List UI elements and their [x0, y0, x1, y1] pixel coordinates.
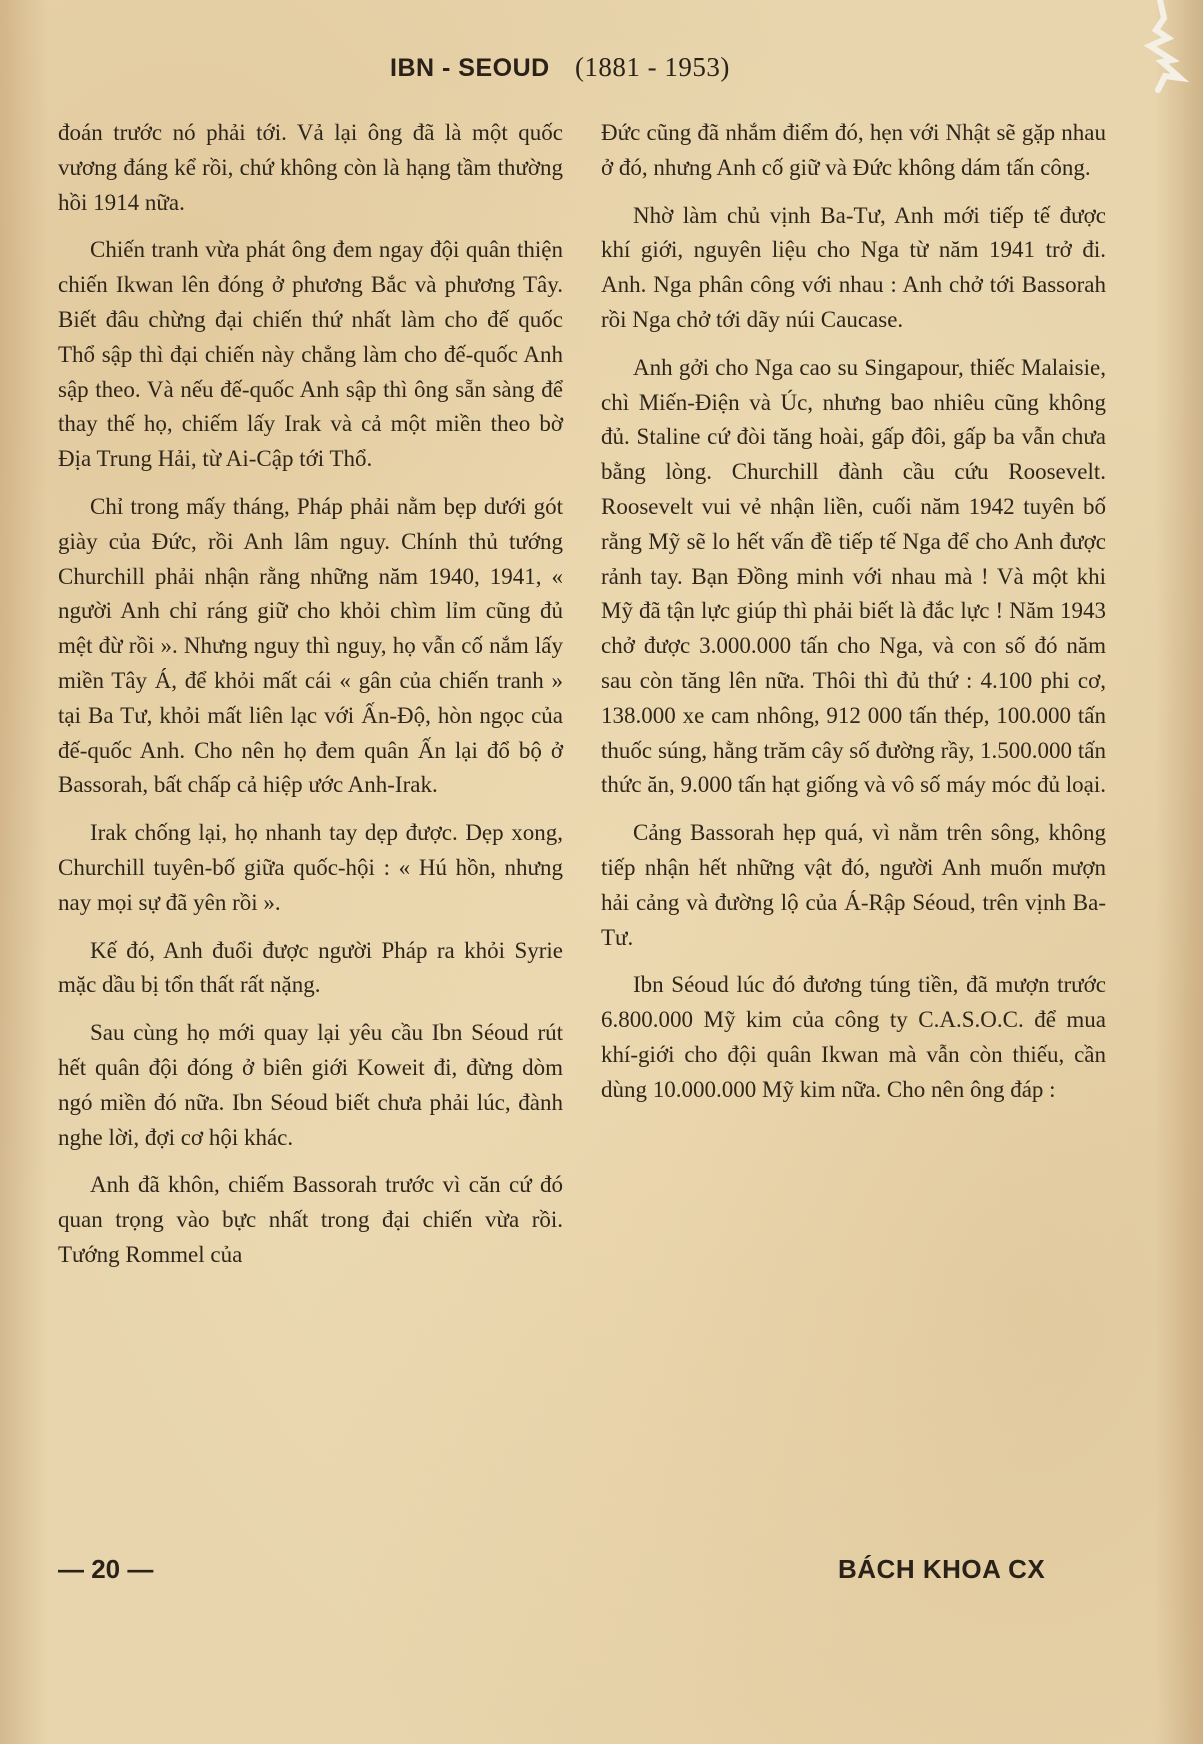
paper-tear-mark [1120, 0, 1190, 100]
paragraph: Chiến tranh vừa phát ông đem ngay đội quân thiện chiến Ikwan lên đóng ở phương Bắc và phương Tây. Biết đâu chừng đại chiến thứ nhất làm cho đế quốc Thổ sập thì đại chiến này chẳng làm cho đế-quốc Anh sập theo. Và nếu đế-quốc Anh sập thì ông sẵn sàng để thay thế họ, chiếm lấy Irak và cả một miền theo bờ Địa Trung Hải, từ Ai-Cập tới Thổ. [58, 237, 563, 472]
paragraph: Ibn Séoud lúc đó đương túng tiền, đã mượn trước 6.800.000 Mỹ kim của công ty C.A.S.O.C. để mua khí-giới cho đội quân Ikwan mà vẫn còn thiếu, cần dùng 10.000.000 Mỹ kim nữa. Cho nên ông đáp : [601, 972, 1106, 1102]
paragraph: đoán trước nó phải tới. Vả lại ông đã là một quốc vương đáng kể rồi, chứ không còn là hạng tầm thường hồi 1914 nữa. [58, 120, 563, 215]
header-years: (1881 - 1953) [574, 52, 730, 82]
paragraph: Chỉ trong mấy tháng, Pháp phải nằm bẹp dưới gót giày của Đức, rồi Anh lâm nguy. Chính thủ tướng Churchill phải nhận rằng những năm 1940, 1941, « người Anh chỉ ráng giữ cho khỏi chìm lỉm cũng đủ mệt đừ rồi ». Nhưng nguy thì nguy, họ vẫn cố nắm lấy miền Tây Á, để khỏi mất cái « gân của chiến tranh » tại Ba Tư, khỏi mất liên lạc với Ấn-Độ, hòn ngọc của đế-quốc Anh. Cho nên họ đem quân Ấn lại đổ bộ ở Bassorah, bất chấp cả hiệp ước Anh-Irak. [58, 493, 563, 798]
page-number: — 20 — [58, 1554, 154, 1584]
header-title: IBN - SEOUD [390, 54, 550, 82]
publication-name: BÁCH KHOA CX [838, 1554, 1046, 1584]
paragraph: Kế đó, Anh đuổi được người Pháp ra khỏi Syrie mặc dầu bị tổn thất rất nặng. [58, 937, 563, 998]
left-column [58, 116, 563, 1286]
running-header [390, 52, 810, 83]
paragraph: Nhờ làm chủ vịnh Ba-Tư, Anh mới tiếp tế được khí giới, nguyên liệu cho Nga từ năm 1941 trở đi. Anh. Nga phân công với nhau : Anh chở tới Bassorah rồi Nga chở tới dãy núi Caucase. [601, 202, 1106, 332]
paragraph: Anh gởi cho Nga cao su Singapour, thiếc Malaisie, chì Miến-Điện và Úc, nhưng bao nhiêu cũng không đủ. Staline cứ đòi tăng hoài, gấp đôi, gấp ba vẫn chưa bằng lòng. Churchill đành cầu cứu Roosevelt. Roosevelt vui vẻ nhận liền, cuối năm 1942 tuyên bố rằng Mỹ sẽ lo hết vấn đề tiếp tế Nga để cho Anh được rảnh tay. Bạn Đồng minh với nhau mà ! Và một khi Mỹ đã tận lực giúp thì phải biết là đắc lực ! Năm 1943 chở được 3.000.000 tấn cho Nga, và con số đó năm sau còn tăng lên nữa. Thôi thì đủ thứ : 4.100 phi cơ, 138.000 xe cam nhông, 912 000 tấn thép, 100.000 tấn thuốc súng, hằng trăm cây số đường rầy, 1.500.000 tấn thức ăn, 9.000 tấn hạt giống và vô số máy móc đủ loại. [601, 354, 1106, 798]
paragraph: Anh đã khôn, chiếm Bassorah trước vì căn cứ đó quan trọng vào bực nhất trong đại chiến vừa rồi. Tướng Rommel của [58, 1172, 563, 1267]
paragraph: Irak chống lại, họ nhanh tay dẹp được. Dẹp xong, Churchill tuyên-bố giữa quốc-hội : « Hú hồn, nhưng nay mọi sự đã yên rồi ». [58, 820, 563, 915]
right-column [601, 116, 1106, 1121]
paragraph: Sau cùng họ mới quay lại yêu cầu Ibn Séoud rút hết quân đội đóng ở biên giới Koweit đi, đừng dòm ngó miền đó nữa. Ibn Séoud biết chưa phải lúc, đành nghe lời, đợi cơ hội khác. [58, 1020, 563, 1150]
paragraph: Cảng Bassorah hẹp quá, vì nằm trên sông, không tiếp nhận hết những vật đó, người Anh muốn mượn hải cảng và đường lộ của Á-Rập Séoud, trên vịnh Ba-Tư. [601, 820, 1106, 950]
paragraph: Đức cũng đã nhắm điểm đó, hẹn với Nhật sẽ gặp nhau ở đó, nhưng Anh cố giữ và Đức không dám tấn công. [601, 120, 1106, 180]
